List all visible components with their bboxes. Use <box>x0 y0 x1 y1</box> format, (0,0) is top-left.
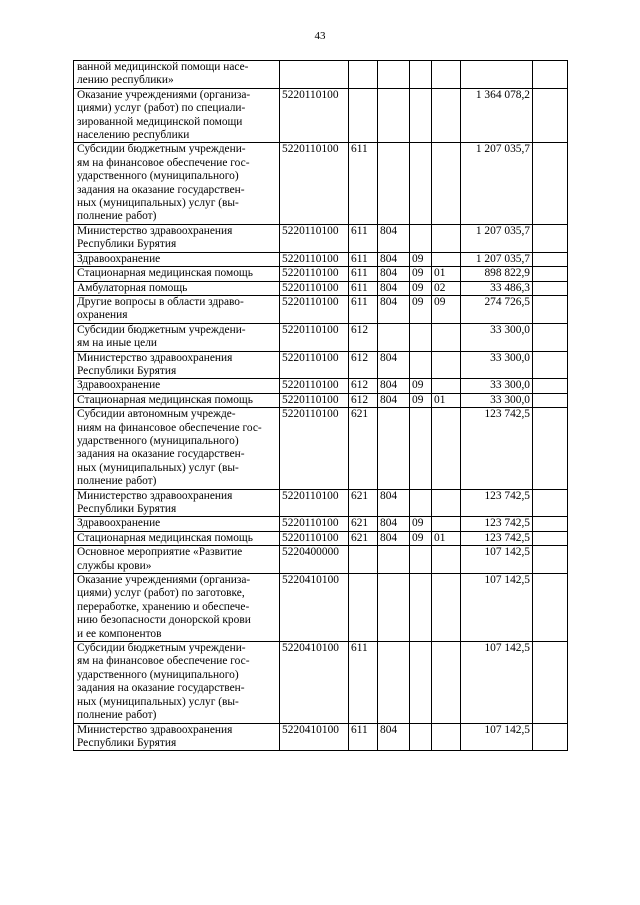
row-name: Оказание учреждениями (организа- циями) услуг (работ) по заготовке, переработке, хранению и обеспече- нию безопасности донорской крови и ее компонентов <box>74 574 280 642</box>
row-extra-cell <box>533 143 568 224</box>
row-name: ванной медицинской помощи насе- лению республики» <box>74 61 280 89</box>
row-section <box>410 408 432 489</box>
row-subsection: 01 <box>432 531 461 545</box>
row-expense-type: 612 <box>349 393 378 407</box>
table-row <box>74 723 568 751</box>
row-amount: 1 364 078,2 <box>461 88 533 143</box>
row-subsection <box>432 224 461 252</box>
row-section <box>410 323 432 351</box>
row-extra-cell <box>533 61 568 89</box>
row-amount: 107 142,5 <box>461 723 533 751</box>
row-subsection <box>432 574 461 642</box>
row-target-article: 5220110100 <box>280 408 349 489</box>
row-expense-type: 611 <box>349 642 378 723</box>
row-amount <box>461 61 533 89</box>
row-amount: 123 742,5 <box>461 408 533 489</box>
table-row <box>74 143 568 224</box>
row-extra-cell <box>533 351 568 379</box>
row-target-article: 5220110100 <box>280 531 349 545</box>
row-department <box>378 143 410 224</box>
table-row <box>74 61 568 89</box>
row-department: 804 <box>378 252 410 266</box>
row-name: Здравоохранение <box>74 252 280 266</box>
row-extra-cell <box>533 88 568 143</box>
row-expense-type <box>349 88 378 143</box>
row-section: 09 <box>410 252 432 266</box>
row-amount: 898 822,9 <box>461 267 533 281</box>
row-department: 804 <box>378 351 410 379</box>
row-department <box>378 61 410 89</box>
row-section: 09 <box>410 295 432 323</box>
row-name: Здравоохранение <box>74 379 280 393</box>
row-section: 09 <box>410 379 432 393</box>
row-extra-cell <box>533 574 568 642</box>
row-expense-type: 612 <box>349 351 378 379</box>
row-amount: 33 300,0 <box>461 351 533 379</box>
row-expense-type: 612 <box>349 323 378 351</box>
row-target-article: 5220110100 <box>280 267 349 281</box>
row-department: 804 <box>378 295 410 323</box>
row-extra-cell <box>533 295 568 323</box>
row-name: Стационарная медицинская помощь <box>74 531 280 545</box>
row-name: Субсидии автономным учрежде- ниям на финансовое обеспечение гос- ударственного (муниципального) задания на оказание государствен- ных (муниципальных) услуг (вы- полнение работ) <box>74 408 280 489</box>
row-name: Министерство здравоохранения Республики Бурятия <box>74 489 280 517</box>
row-expense-type: 611 <box>349 295 378 323</box>
table-row <box>74 517 568 531</box>
row-extra-cell <box>533 267 568 281</box>
row-name: Субсидии бюджетным учреждени- ям на финансовое обеспечение гос- ударственного (муниципального) задания на оказание государствен- ных (муниципальных) услуг (вы- полнение работ) <box>74 642 280 723</box>
row-extra-cell <box>533 323 568 351</box>
row-target-article: 5220110100 <box>280 489 349 517</box>
row-target-article: 5220110100 <box>280 143 349 224</box>
row-subsection: 02 <box>432 281 461 295</box>
row-amount: 123 742,5 <box>461 531 533 545</box>
row-section: 09 <box>410 531 432 545</box>
row-expense-type: 621 <box>349 489 378 517</box>
row-extra-cell <box>533 393 568 407</box>
row-extra-cell <box>533 408 568 489</box>
row-subsection <box>432 642 461 723</box>
row-target-article: 5220110100 <box>280 393 349 407</box>
row-section: 09 <box>410 517 432 531</box>
row-subsection <box>432 143 461 224</box>
row-expense-type <box>349 574 378 642</box>
row-amount: 123 742,5 <box>461 517 533 531</box>
table-row <box>74 531 568 545</box>
table-row <box>74 295 568 323</box>
row-expense-type: 621 <box>349 517 378 531</box>
row-expense-type: 612 <box>349 379 378 393</box>
row-subsection <box>432 323 461 351</box>
row-target-article: 5220410100 <box>280 574 349 642</box>
row-section <box>410 723 432 751</box>
row-subsection <box>432 351 461 379</box>
row-name: Министерство здравоохранения Республики Бурятия <box>74 351 280 379</box>
row-expense-type <box>349 61 378 89</box>
row-name: Здравоохранение <box>74 517 280 531</box>
row-amount: 33 300,0 <box>461 323 533 351</box>
row-subsection <box>432 723 461 751</box>
row-section: 09 <box>410 267 432 281</box>
table-row <box>74 574 568 642</box>
row-department <box>378 642 410 723</box>
page-number: 43 <box>314 30 326 42</box>
row-department <box>378 408 410 489</box>
row-expense-type: 611 <box>349 267 378 281</box>
row-amount: 1 207 035,7 <box>461 224 533 252</box>
table-row <box>74 379 568 393</box>
row-subsection <box>432 61 461 89</box>
row-subsection: 01 <box>432 267 461 281</box>
row-section <box>410 351 432 379</box>
row-extra-cell <box>533 489 568 517</box>
row-expense-type: 611 <box>349 143 378 224</box>
table-row <box>74 489 568 517</box>
row-subsection: 09 <box>432 295 461 323</box>
row-name: Стационарная медицинская помощь <box>74 267 280 281</box>
row-target-article: 5220110100 <box>280 281 349 295</box>
row-amount: 107 142,5 <box>461 546 533 574</box>
row-amount: 33 300,0 <box>461 379 533 393</box>
row-name: Другие вопросы в области здраво- охранения <box>74 295 280 323</box>
table-body <box>74 61 568 751</box>
row-department: 804 <box>378 267 410 281</box>
row-extra-cell <box>533 546 568 574</box>
table-row <box>74 323 568 351</box>
row-section <box>410 88 432 143</box>
row-subsection <box>432 546 461 574</box>
row-name: Министерство здравоохранения Республики Бурятия <box>74 224 280 252</box>
row-section <box>410 574 432 642</box>
row-department: 804 <box>378 517 410 531</box>
row-name: Стационарная медицинская помощь <box>74 393 280 407</box>
table-row <box>74 252 568 266</box>
row-extra-cell <box>533 281 568 295</box>
row-target-article: 5220410100 <box>280 642 349 723</box>
row-department <box>378 88 410 143</box>
row-extra-cell <box>533 642 568 723</box>
row-subsection <box>432 379 461 393</box>
row-extra-cell <box>533 379 568 393</box>
row-expense-type <box>349 546 378 574</box>
row-section: 09 <box>410 393 432 407</box>
table-row <box>74 351 568 379</box>
row-extra-cell <box>533 517 568 531</box>
row-name: Оказание учреждениями (организа- циями) услуг (работ) по специали- зированной медицинской помощи населению республики <box>74 88 280 143</box>
row-subsection <box>432 88 461 143</box>
row-department <box>378 323 410 351</box>
row-expense-type: 611 <box>349 723 378 751</box>
row-department: 804 <box>378 281 410 295</box>
table-row <box>74 281 568 295</box>
row-extra-cell <box>533 723 568 751</box>
row-department: 804 <box>378 224 410 252</box>
row-section <box>410 224 432 252</box>
table-row <box>74 642 568 723</box>
row-target-article <box>280 61 349 89</box>
row-amount: 1 207 035,7 <box>461 143 533 224</box>
row-section: 09 <box>410 281 432 295</box>
row-expense-type: 611 <box>349 224 378 252</box>
row-section <box>410 489 432 517</box>
row-target-article: 5220110100 <box>280 323 349 351</box>
row-subsection <box>432 408 461 489</box>
row-extra-cell <box>533 252 568 266</box>
row-amount: 33 300,0 <box>461 393 533 407</box>
row-expense-type: 621 <box>349 531 378 545</box>
row-name: Амбулаторная помощь <box>74 281 280 295</box>
row-target-article: 5220110100 <box>280 88 349 143</box>
row-subsection: 01 <box>432 393 461 407</box>
row-department: 804 <box>378 489 410 517</box>
row-department <box>378 546 410 574</box>
row-subsection <box>432 517 461 531</box>
row-section <box>410 546 432 574</box>
row-target-article: 5220110100 <box>280 252 349 266</box>
row-extra-cell <box>533 224 568 252</box>
row-department: 804 <box>378 531 410 545</box>
row-name: Субсидии бюджетным учреждени- ям на финансовое обеспечение гос- ударственного (муниципального) задания на оказание государствен- ных (муниципальных) услуг (вы- полнение работ) <box>74 143 280 224</box>
row-target-article: 5220110100 <box>280 379 349 393</box>
table-row <box>74 546 568 574</box>
table-row <box>74 88 568 143</box>
row-amount: 33 486,3 <box>461 281 533 295</box>
row-target-article: 5220110100 <box>280 517 349 531</box>
row-department: 804 <box>378 393 410 407</box>
row-amount: 107 142,5 <box>461 574 533 642</box>
budget-table <box>73 60 568 751</box>
table-row <box>74 224 568 252</box>
row-extra-cell <box>533 531 568 545</box>
row-amount: 123 742,5 <box>461 489 533 517</box>
row-name: Основное мероприятие «Развитие службы крови» <box>74 546 280 574</box>
row-department: 804 <box>378 379 410 393</box>
row-target-article: 5220110100 <box>280 351 349 379</box>
row-target-article: 5220110100 <box>280 224 349 252</box>
row-expense-type: 621 <box>349 408 378 489</box>
row-section <box>410 143 432 224</box>
row-section <box>410 61 432 89</box>
row-department <box>378 574 410 642</box>
row-target-article: 5220400000 <box>280 546 349 574</box>
table-row <box>74 408 568 489</box>
row-target-article: 5220110100 <box>280 295 349 323</box>
row-amount: 1 207 035,7 <box>461 252 533 266</box>
row-amount: 107 142,5 <box>461 642 533 723</box>
row-expense-type: 611 <box>349 252 378 266</box>
row-subsection <box>432 489 461 517</box>
table-row <box>74 267 568 281</box>
row-name: Министерство здравоохранения Республики Бурятия <box>74 723 280 751</box>
row-amount: 274 726,5 <box>461 295 533 323</box>
row-target-article: 5220410100 <box>280 723 349 751</box>
row-section <box>410 642 432 723</box>
row-name: Субсидии бюджетным учреждени- ям на иные цели <box>74 323 280 351</box>
row-subsection <box>432 252 461 266</box>
table-row <box>74 393 568 407</box>
row-expense-type: 611 <box>349 281 378 295</box>
row-department: 804 <box>378 723 410 751</box>
